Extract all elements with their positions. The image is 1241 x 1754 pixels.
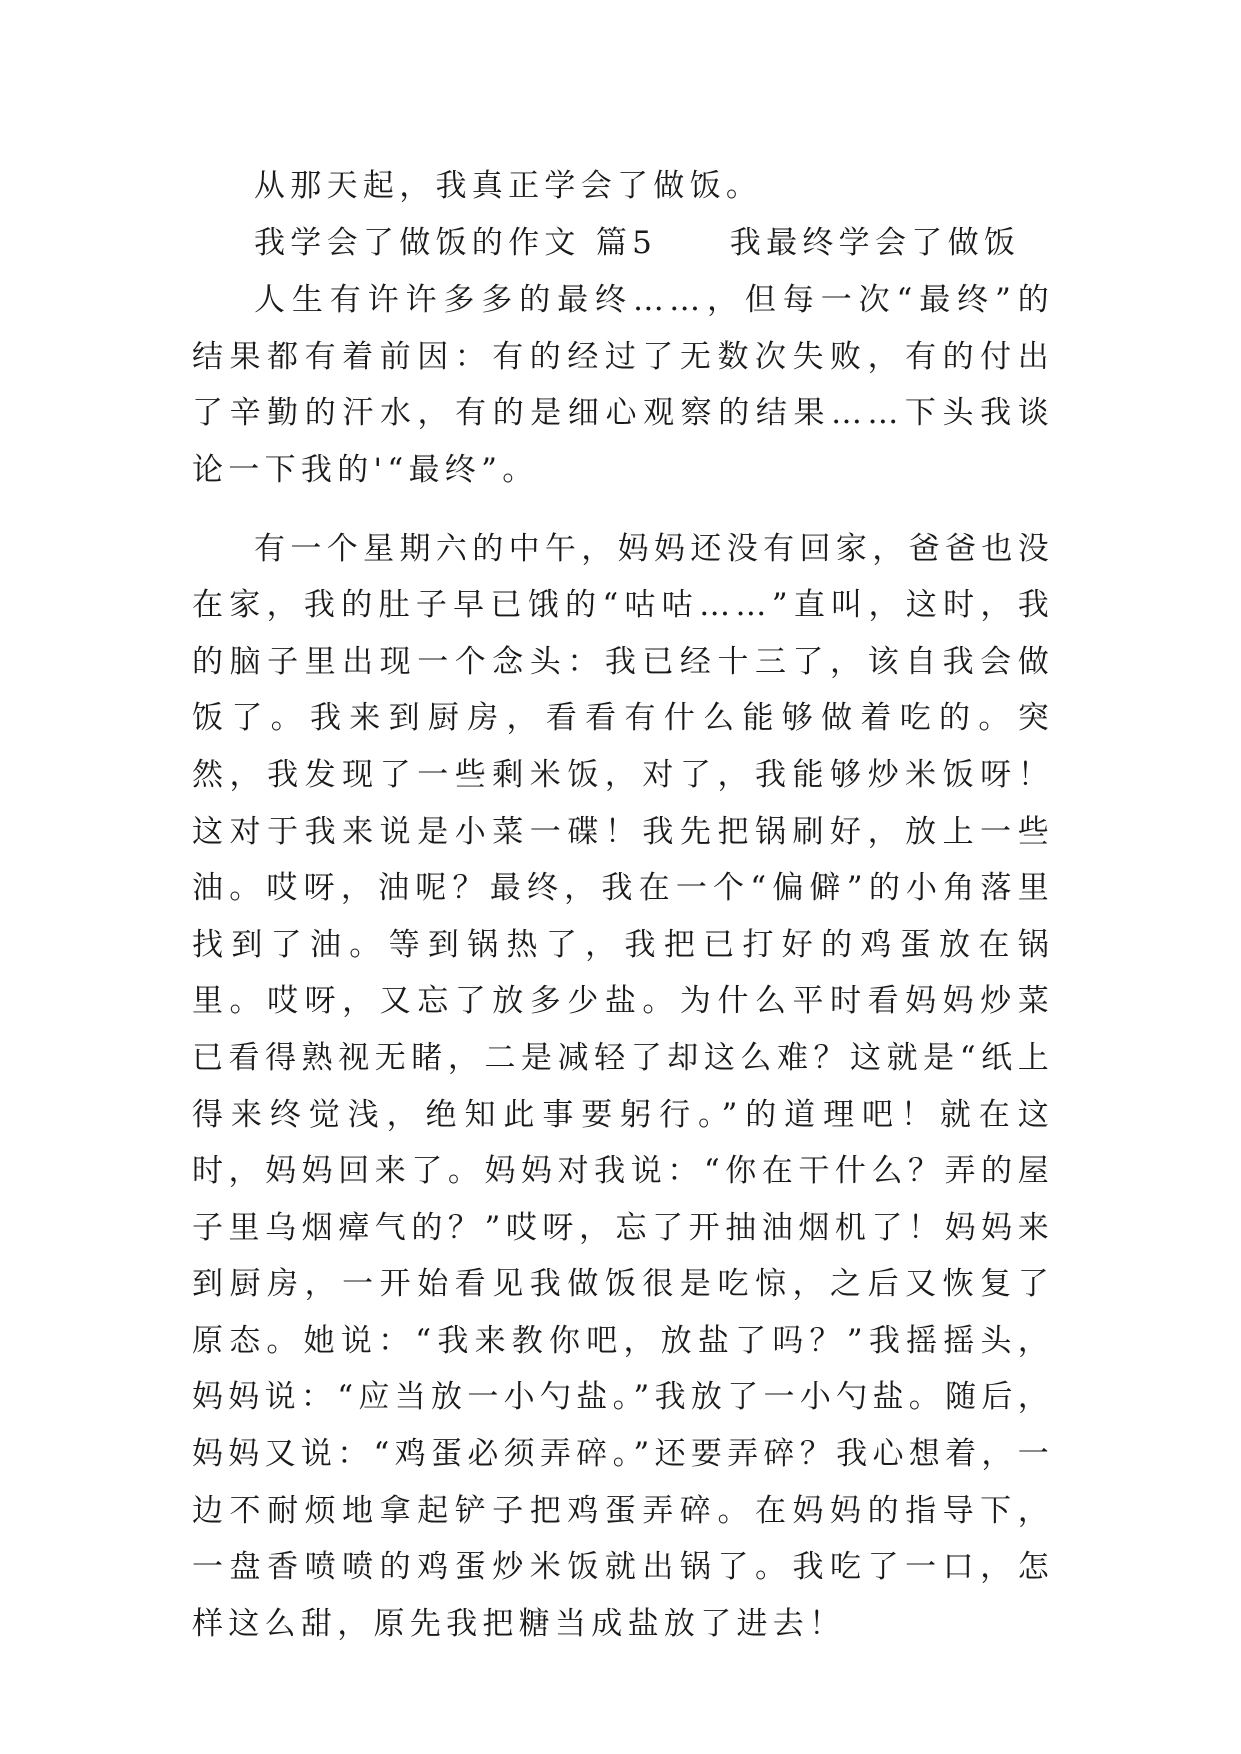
paragraph-closing-line: 从那天起，我真正学会了做饭。 — [254, 168, 763, 204]
paragraph-intro: 人生有许许多多的最终……，但每一次“最终”的结果都有着前因：有的经过了无数次失败，有的付出了辛勤的汗水，有的是细心观察的结果……下头我谈论一下我的'“最终”。 — [192, 282, 1054, 488]
paragraph-story: 有一个星期六的中午，妈妈还没有回家，爸爸也没在家，我的肚子早已饿的“咕咕……”直叫，这时，我的脑子里出现一个念头：我已经十三了，该自我会做饭了。我来到厨房，看看有什么能够做着吃的。突然，我发现了一些剩米饭，对了，我能够炒米饭呀！这对于我来说是小菜一碟！我先把锅刷好，放上一些油。哎呀，油呢？最终，我在一个“偏僻”的小角落里找到了油。等到锅热了，我把已打好的鸡蛋放在锅里。哎呀，又忘了放多少盐。为什么平时看妈妈炒菜已看得熟视无睹，二是减轻了却这么难？这就是“纸上得来终觉浅，绝知此事要躬行。”的道理吧！就在这时，妈妈回来了。妈妈对我说：“你在干什么？弄的屋子里乌烟瘴气的？”哎呀，忘了开抽油烟机了！妈妈来到厨房，一开始看见我做饭很是吃惊，之后又恢复了原态。她说：“我来教你吧，放盐了吗？”我摇摇头，妈妈说：“应当放一小勺盐。”我放了一小勺盐。随后，妈妈又说：“鸡蛋必须弄碎。”还要弄碎？我心想着，一边不耐烦地拿起铲子把鸡蛋弄碎。在妈妈的指导下，一盘香喷喷的鸡蛋炒米饭就出锅了。我吃了一口，怎样这么甜，原先我把糖当成盐放了进去！ — [192, 530, 1054, 1642]
document-page — [192, 158, 1054, 1652]
essay-heading: 我学会了做饭的作文 篇5 我最终学会了做饭 — [254, 224, 1021, 261]
